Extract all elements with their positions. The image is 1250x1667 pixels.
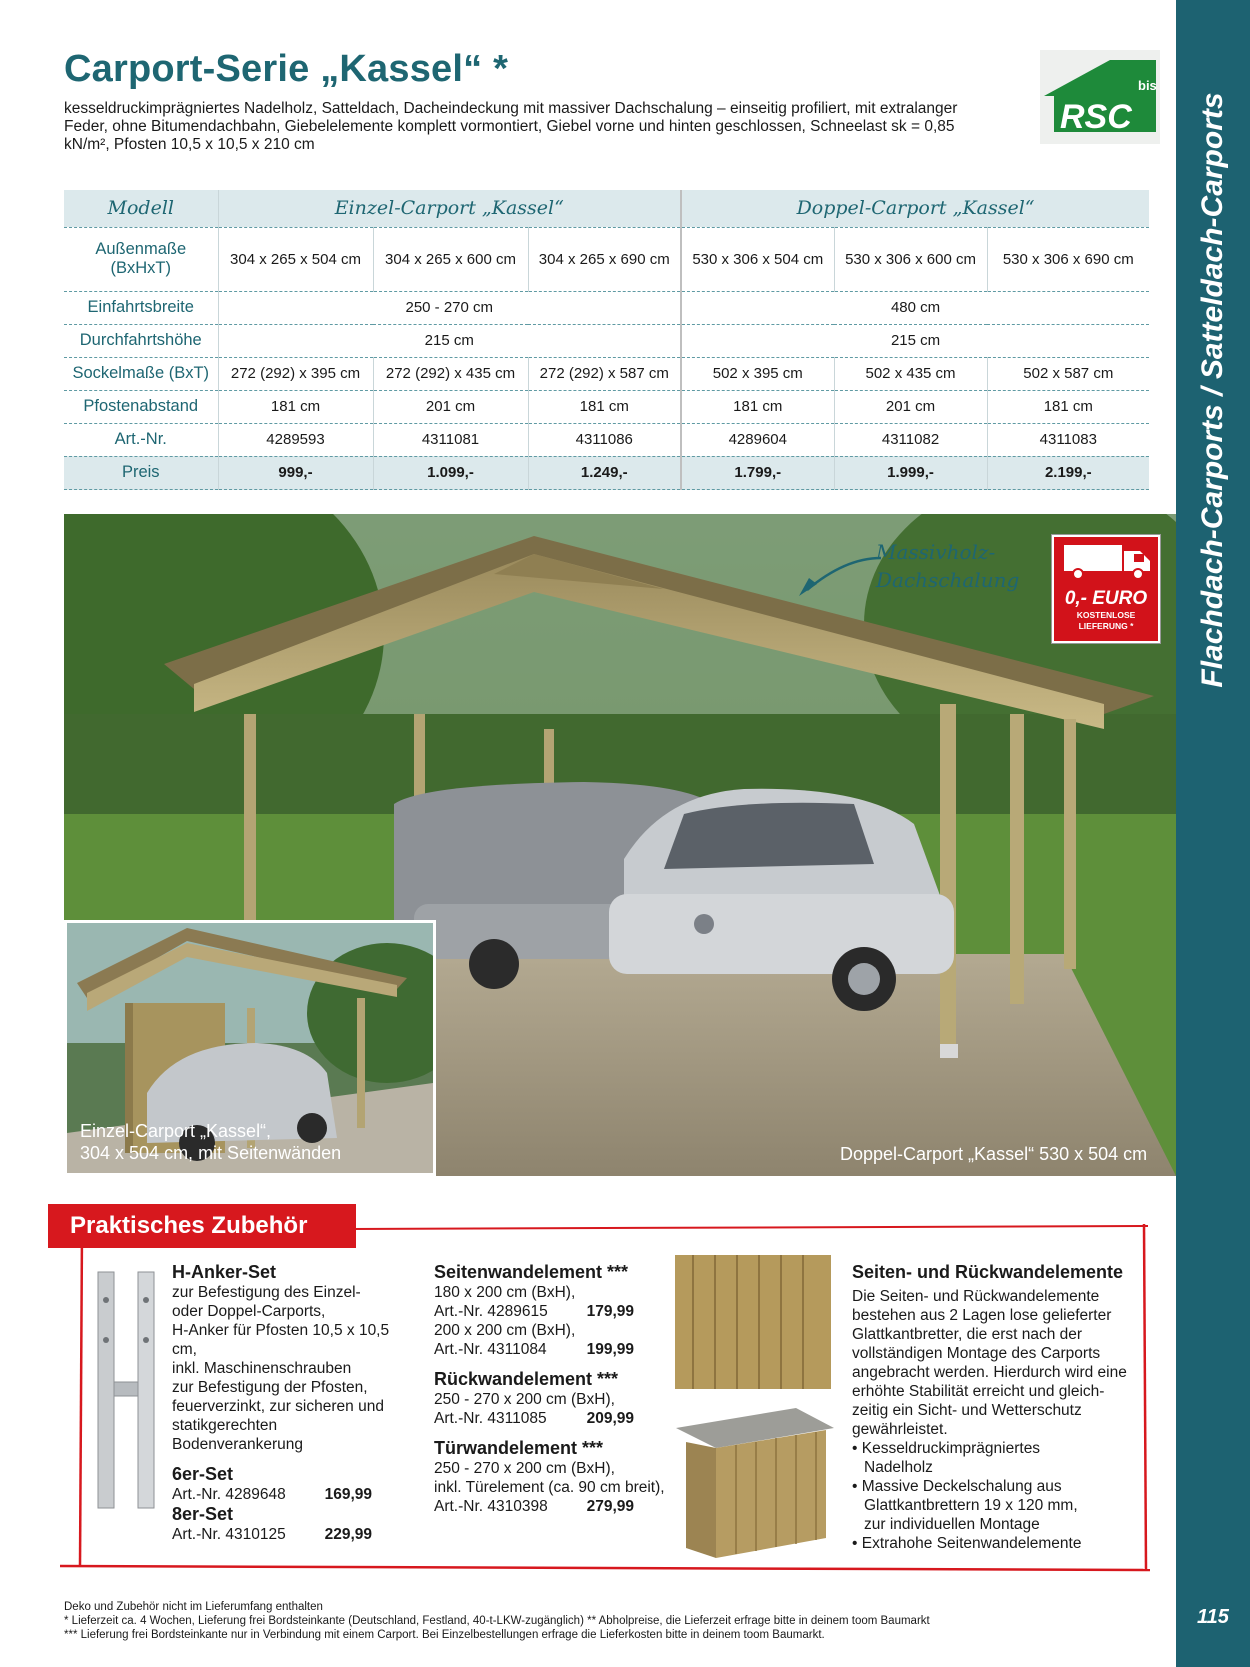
free-delivery-badge	[1052, 535, 1160, 643]
intro-text: kesseldruckimprägniertes Nadelholz, Satteldach, Dacheindeckung mit massiver Dachschalung – einseitig profiliert, mit extralanger Feder, ohne Bitumendachbahn, Giebelelemente komplett vormontiert, Giebel vorne und hinten geschlossen, Schneelast sk = 0,85 kN/m², Pfosten 10,5 x 10,5 x 210 cm	[64, 100, 958, 153]
cell: 181 cm	[218, 390, 373, 423]
cell: 272 (292) x 587 cm	[528, 357, 681, 390]
category-sidebar	[1176, 0, 1250, 1667]
side-wall-price1: 179,99	[586, 1303, 634, 1320]
h-anchor-section	[172, 1262, 412, 1544]
row-label: Außenmaße (BxHxT)	[64, 227, 218, 291]
side-wall-art1: Art.-Nr. 4289615	[434, 1303, 548, 1320]
page-number: 115	[1197, 1606, 1229, 1628]
wall-info-text: erhöhte Stabilität erreicht und gleich-	[852, 1383, 1105, 1400]
h-anchor-desc: statikgerechten Bodenverankerung	[172, 1417, 303, 1453]
cell: 181 cm	[987, 390, 1149, 423]
annotation-line2: Dachschalung	[876, 568, 1020, 592]
price: 999,-	[218, 456, 373, 489]
wall-info-text: zeitig ein Sicht- und Wetterschutz	[852, 1402, 1082, 1419]
row-label: Durchfahrtshöhe	[64, 324, 218, 357]
door-wall-title: Türwandelement ***	[434, 1438, 604, 1458]
set6-price: 169,99	[324, 1486, 372, 1503]
cell: 201 cm	[834, 390, 987, 423]
truck-icon	[1054, 537, 1158, 583]
rear-wall-price: 209,99	[586, 1410, 634, 1427]
wall-elements-section	[434, 1262, 665, 1516]
badge-price: 0,- EURO	[1064, 588, 1148, 609]
price: 2.199,-	[987, 456, 1149, 489]
wall-info-text: Glattkantbretter, die erst nach der	[852, 1326, 1083, 1343]
row-label: Preis	[64, 456, 218, 489]
wall-info-text: gewährleistet.	[852, 1421, 948, 1438]
h-anchor-desc: inkl. Maschinenschrauben	[172, 1360, 352, 1377]
cell: 502 x 587 cm	[987, 357, 1149, 390]
roof-annotation	[876, 538, 1019, 594]
door-wall-price: 279,99	[586, 1498, 634, 1515]
side-wall-art2: Art.-Nr. 4311084	[434, 1341, 547, 1358]
h-anchor-desc: zur Befestigung der Pfosten,	[172, 1379, 368, 1396]
cell: 215 cm	[218, 324, 681, 357]
inset-caption-line2: 304 x 504 cm, mit Seitenwänden	[80, 1143, 342, 1163]
bullet-item: • Massive Deckelschalung aus	[852, 1478, 1062, 1495]
h-anchor-desc: zur Befestigung des Einzel-	[172, 1284, 361, 1301]
bullet-item: Glattkantbrettern 19 x 120 mm,	[864, 1497, 1078, 1514]
cell: 201 cm	[373, 390, 528, 423]
table-row	[64, 291, 1149, 324]
cell: 304 x 265 x 690 cm	[528, 227, 681, 291]
row-label: Art.-Nr.	[64, 423, 218, 456]
price: 1.799,-	[681, 456, 834, 489]
annotation-line1: Massivholz-	[876, 540, 996, 564]
logo-small: bis	[1138, 78, 1157, 93]
set6-art-nr: Art.-Nr. 4289648	[172, 1486, 286, 1503]
wall-info-title: Seiten- und Rückwandelemente	[852, 1262, 1124, 1282]
table-row	[64, 227, 1149, 291]
cell: 502 x 435 cm	[834, 357, 987, 390]
arrow-icon	[795, 550, 885, 600]
cell: 4311086	[528, 423, 681, 456]
main-caption: Doppel-Carport „Kassel“ 530 x 504 cm	[840, 1144, 1148, 1164]
page-title: Carport-Serie „Kassel“ *	[64, 48, 509, 90]
cell: 4311081	[373, 423, 528, 456]
cell: 304 x 265 x 504 cm	[218, 227, 373, 291]
footnotes	[64, 1600, 1154, 1642]
inset-caption-line1: Einzel-Carport „Kassel“,	[80, 1121, 272, 1141]
bullet-item: • Kesseldruckimprägniertes	[852, 1440, 1041, 1457]
badge-line2: LIEFERUNG *	[1078, 621, 1134, 631]
cell: 272 (292) x 435 cm	[373, 357, 528, 390]
set8-art-nr: Art.-Nr. 4310125	[172, 1526, 286, 1543]
wall-info-text: Die Seiten- und Rückwandelemente	[852, 1288, 1100, 1305]
cell: 4311083	[987, 423, 1149, 456]
wall-carport-photo	[676, 1408, 834, 1558]
cell: 272 (292) x 395 cm	[218, 357, 373, 390]
table-row	[64, 324, 1149, 357]
h-anchor-desc: oder Doppel-Carports,	[172, 1303, 326, 1320]
price: 1.999,-	[834, 456, 987, 489]
sidebar-category: Flachdach-Carports / Satteldach-Carports	[1196, 92, 1229, 688]
set6-title: 6er-Set	[172, 1464, 234, 1484]
rear-wall-title: Rückwandelement ***	[434, 1369, 619, 1389]
cell: 215 cm	[681, 324, 1149, 357]
h-anchor-icon	[92, 1270, 160, 1510]
price: 1.099,-	[373, 456, 528, 489]
cell: 250 - 270 cm	[218, 291, 681, 324]
model-label: Modell	[64, 190, 218, 227]
rear-wall-size: 250 - 270 x 200 cm (BxH),	[434, 1391, 615, 1408]
bullet-item: zur individuellen Montage	[864, 1516, 1040, 1533]
door-wall-size: 250 - 270 x 200 cm (BxH),	[434, 1460, 615, 1477]
door-wall-extra: inkl. Türelement (ca. 90 cm breit),	[434, 1479, 665, 1496]
logo-text: RSC	[1060, 98, 1132, 136]
cell: 4289604	[681, 423, 834, 456]
side-wall-price2: 199,99	[586, 1341, 634, 1358]
cell: 304 x 265 x 600 cm	[373, 227, 528, 291]
rear-wall-art: Art.-Nr. 4311085	[434, 1410, 547, 1427]
badge-line1: KOSTENLOSE	[1076, 610, 1136, 620]
footnote-line: Deko und Zubehör nicht im Lieferumfang enthalten	[64, 1601, 323, 1613]
h-anchor-title: H-Anker-Set	[172, 1262, 277, 1282]
group-single: Einzel-Carport „Kassel“	[218, 190, 681, 227]
footnote-line: * Lieferzeit ca. 4 Wochen, Lieferung frei Bordsteinkante (Deutschland, Festland, 40-t-LKW-zugänglich) ** Abholpreise, die Lieferzeit erfrage bitte in deinem toom Baumarkt	[64, 1615, 930, 1627]
wall-info-text: angebracht werden. Hierdurch wird eine	[852, 1364, 1127, 1381]
wall-info-text: bestehen aus 2 Lagen lose gelieferter	[852, 1307, 1112, 1324]
inset-caption	[80, 1120, 341, 1164]
price: 1.249,-	[528, 456, 681, 489]
cell: 4311082	[834, 423, 987, 456]
table-row	[64, 390, 1149, 423]
cell: 530 x 306 x 504 cm	[681, 227, 834, 291]
table-row	[64, 357, 1149, 390]
cell: 502 x 395 cm	[681, 357, 834, 390]
table-header-row	[64, 190, 1149, 227]
bullet-item: • Extrahohe Seitenwandelemente	[852, 1535, 1082, 1552]
set8-title: 8er-Set	[172, 1504, 234, 1524]
cell: 181 cm	[681, 390, 834, 423]
spec-table	[64, 190, 1149, 490]
accessories-header: Praktisches Zubehör	[48, 1204, 356, 1248]
row-label: Pfostenabstand	[64, 390, 218, 423]
table-row	[64, 423, 1149, 456]
price-row	[64, 456, 1149, 489]
side-wall-size1: 180 x 200 cm (BxH),	[434, 1284, 576, 1301]
cell: 4289593	[218, 423, 373, 456]
cell: 480 cm	[681, 291, 1149, 324]
footnote-line: *** Lieferung frei Bordsteinkante nur in Verbindung mit einem Carport. Bei Einzelbestellungen erfrage die Lieferkosten bitte in deinem toom Baumarkt.	[64, 1629, 825, 1641]
wall-info-text: vollständigen Montage des Carports	[852, 1345, 1101, 1362]
cell: 530 x 306 x 690 cm	[987, 227, 1149, 291]
h-anchor-desc: H-Anker für Pfosten 10,5 x 10,5 cm,	[172, 1322, 390, 1358]
bullet-item: Nadelholz	[864, 1459, 933, 1476]
side-wall-size2: 200 x 200 cm (BxH),	[434, 1322, 576, 1339]
cell: 530 x 306 x 600 cm	[834, 227, 987, 291]
h-anchor-desc: feuerverzinkt, zur sicheren und	[172, 1398, 384, 1415]
door-wall-art: Art.-Nr. 4310398	[434, 1498, 548, 1515]
side-wall-title: Seitenwandelement ***	[434, 1262, 629, 1282]
cell: 181 cm	[528, 390, 681, 423]
wall-info-section	[852, 1262, 1144, 1553]
row-label: Einfahrtsbreite	[64, 291, 218, 324]
row-label: Sockelmaße (BxT)	[64, 357, 218, 390]
set8-price: 229,99	[324, 1526, 372, 1543]
wood-panel-photo	[675, 1255, 831, 1389]
rsc-logo	[1040, 50, 1160, 144]
group-double: Doppel-Carport „Kassel“	[681, 190, 1149, 227]
